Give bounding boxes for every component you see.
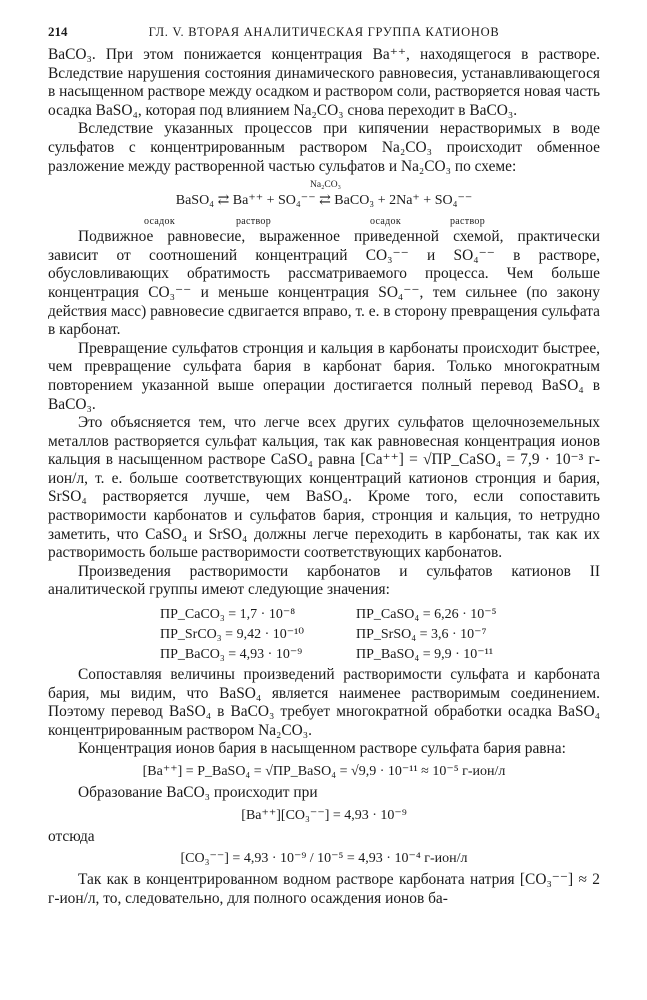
sp-caco3: ПР_CaCO₃ = 1,7 · 10⁻⁸ [160, 607, 296, 623]
scheme-label-precipitate-2: осадок [370, 216, 401, 228]
sp-baco3: ПР_BaCO₃ = 4,93 · 10⁻⁹ [160, 647, 303, 663]
paragraph-4: Превращение сульфатов стронция и кальция в карбонаты происходит быстрее, чем превращение сульфата бария в карбонат бария. Только многократным повторением указанной выше операции достигается полный перевод BaSO₄ в BaCO₃. [48, 339, 600, 413]
equation-barium-concentration: [Ba⁺⁺] = P_BaSO₄ = √ПР_BaSO₄ = √9,9 · 10⁻¹¹ ≈ 10⁻⁵ г-ион/л [142, 764, 506, 779]
paragraph-1: BaCO₃. При этом понижается концентрация Ba⁺⁺, находящегося в растворе. Вследствие нарушения состояния динамического равновесия, устанавливающегося в насыщенном растворе между осадком и раствором соли, растворяется новая часть осадка BaSO₄, которая под влиянием Na₂CO₃ снова переходит в BaCO₃. [48, 46, 600, 119]
page-number: 214 [48, 24, 68, 39]
paragraph-5: Это объясняется тем, что легче всех других сульфатов щелочноземельных металлов растворяется сульфат кальция, так как равновесная концентрация ионов кальция в насыщенном растворе CaSO₄ равна [Ca⁺⁺] = √ПР_CaSO₄ = 7,9 · 10⁻³ г-ион/л, т. е. больше соответствующих концентраций катионов стронция и бария, SrSO₄ растворяется лучше, чем BaSO₄. Кроме того, если сопоставить растворимости карбонатов и сульфатов бария, стронция и кальция, то нетрудно заметить, что CaSO₄ и SrSO₄ должны легче переходить в карбонаты, так как их растворимость больше растворимости соответствующих карбонатов. [48, 414, 600, 562]
paragraph-3: Подвижное равновесие, выраженное приведенной схемой, практически зависит от соотношений концентраций CO₃⁻⁻ и SO₄⁻⁻ в растворе, обусловливающих обратимость рассматриваемого процесса. Чем больше концентрация CO₃⁻⁻ и меньше концентрация SO₄⁻⁻, тем сильнее (по закону действия масс) равновесие сдвигается вправо, т. е. в сторону превращения сульфата в карбонат. [48, 228, 600, 339]
paragraph-11: Так как в концентрированном водном растворе карбоната натрия [CO₃⁻⁻] ≈ 2 г-ион/л, то, следовательно, для полного осаждения ионов ба- [48, 871, 600, 907]
solubility-products-table [48, 600, 600, 666]
paragraph-7: Сопоставляя величины произведений растворимости сульфата и карбоната бария, мы видим, что BaSO₄ является наименее растворимым соединением. Поэтому перевод BaSO₄ в BaCO₃ требует многократной обработки осадка BaSO₄ концентрированным раствором Na₂CO₃. [48, 666, 600, 739]
scheme-label-solution-1: раствор [236, 216, 272, 228]
chapter-title: ГЛ. V. ВТОРАЯ АНАЛИТИЧЕСКАЯ ГРУППА КАТИОНОВ [148, 25, 500, 39]
paragraph-10: отсюда [48, 827, 95, 845]
scheme-label-precipitate-1: осадок [144, 216, 175, 228]
paragraph-9: Образование BaCO₃ происходит при [78, 784, 318, 801]
sp-srso4: ПР_SrSO₄ = 3,6 · 10⁻⁷ [356, 627, 487, 643]
scheme-equation: BaSO₄ ⇄ Ba⁺⁺ + SO₄⁻⁻ ⇄ BaCO₃ + 2Na⁺ + SO₄⁻⁻ [175, 193, 473, 209]
sp-srco3: ПР_SrCO₃ = 9,42 · 10⁻¹⁰ [160, 627, 304, 643]
sp-caso4: ПР_CaSO₄ = 6,26 · 10⁻⁵ [356, 607, 497, 623]
scheme-reagent: Na₂CO₃ [310, 180, 341, 191]
sp-baso4: ПР_BaSO₄ = 9,9 · 10⁻¹¹ [356, 647, 494, 663]
paragraph-6: Произведения растворимости карбонатов и сульфатов катионов II аналитической группы имеют следующие значения: [48, 562, 600, 599]
reaction-scheme [48, 176, 600, 228]
book-page [48, 22, 600, 908]
running-header [48, 22, 600, 46]
paragraph-2: Вследствие указанных процессов при кипячении нерастворимых в воде сульфатов с концентрированным раствором Na₂CO₃ происходит обменное разложение между растворенной частью сульфатов и Na₂CO₃ по схеме: [48, 120, 600, 175]
equation-baco3-product: [Ba⁺⁺][CO₃⁻⁻] = 4,93 · 10⁻⁹ [241, 807, 407, 823]
scheme-label-solution-2: раствор [450, 216, 486, 228]
paragraph-8: Концентрация ионов бария в насыщенном растворе сульфата бария равна: [78, 740, 566, 758]
equation-carbonate-concentration: [CO₃⁻⁻] = 4,93 · 10⁻⁹ / 10⁻⁵ = 4,93 · 10⁻⁴ г-ион/л [180, 851, 468, 867]
